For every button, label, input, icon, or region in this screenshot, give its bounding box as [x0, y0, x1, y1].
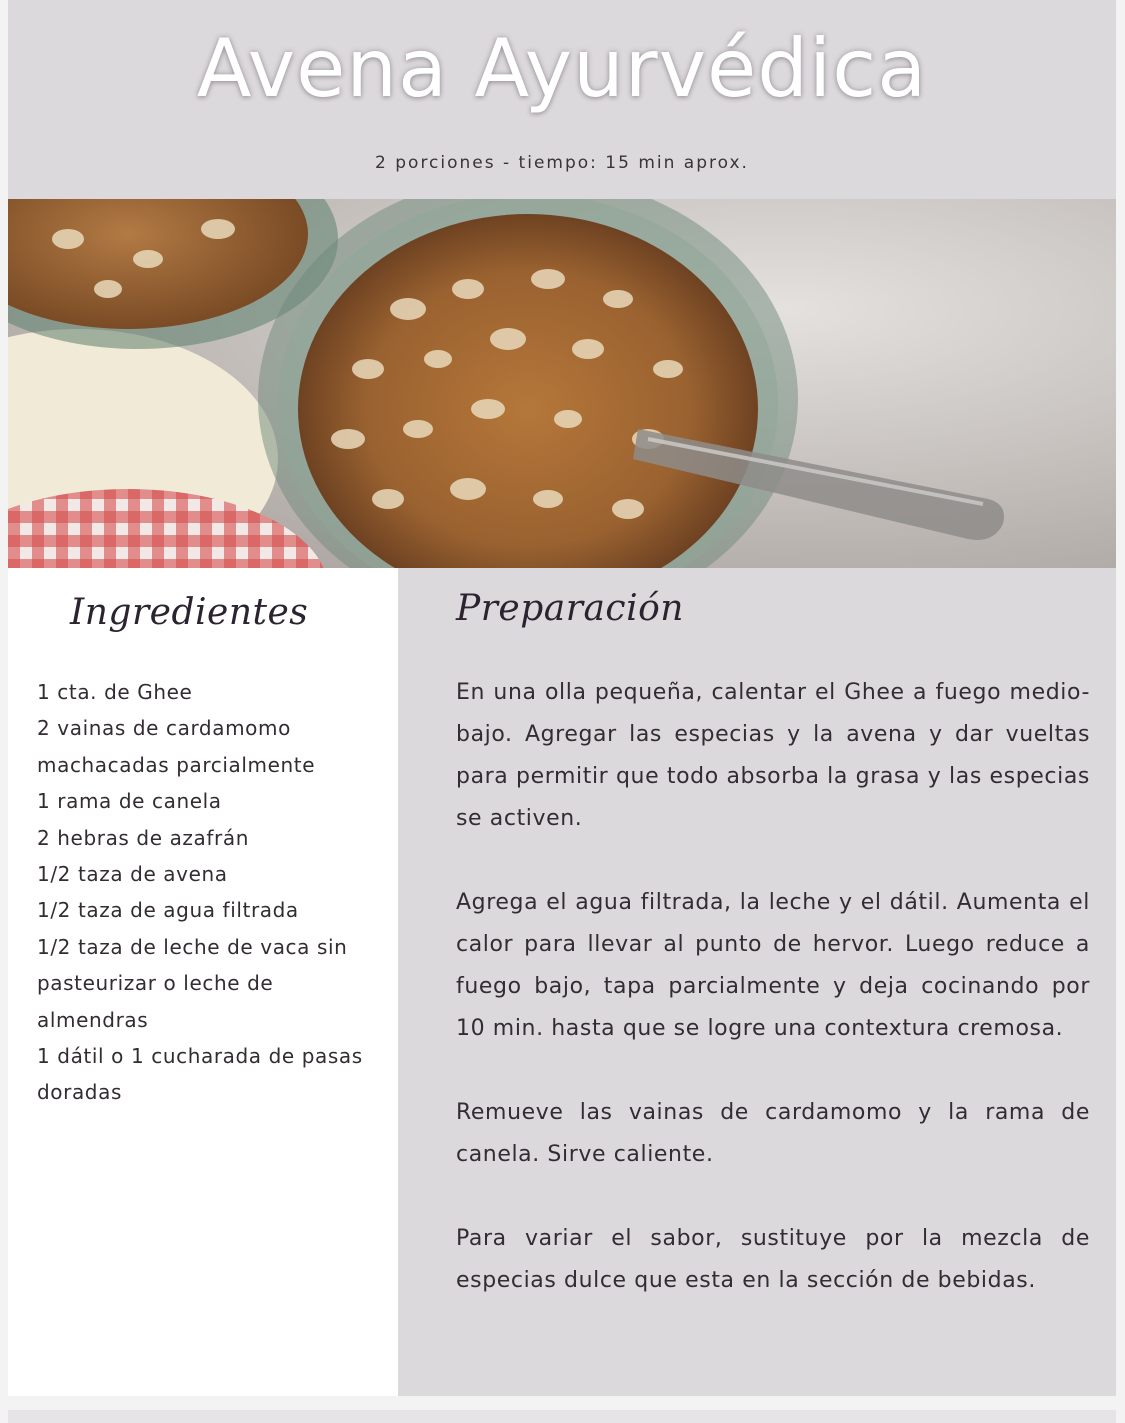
preparation-panel [398, 568, 1116, 1396]
recipe-page [8, 0, 1116, 1396]
ingredients-list [37, 674, 387, 1111]
list-item: 1/2 taza de avena [37, 862, 228, 887]
list-item: 1 cta. de Ghee [37, 680, 193, 704]
preparation-text [456, 672, 1090, 1344]
list-item: doradas [37, 1080, 122, 1105]
list-item: pasteurizar o leche de [37, 971, 274, 996]
list-item: almendras [37, 1007, 149, 1032]
ingredients-panel [8, 568, 398, 1396]
list-item: 2 hebras de azafrán [37, 825, 249, 850]
list-item: 1/2 taza de leche de vaca sin [37, 934, 348, 959]
ingredients-heading: Ingredientes [70, 592, 309, 633]
list-item: 2 vainas de cardamomo [37, 716, 291, 741]
preparation-step: Para variar el sabor, sustituye por la mezcla de especias dulce que esta en la sección de bebidas. [456, 1226, 1090, 1293]
next-page-edge [8, 1410, 1116, 1423]
list-item: machacadas parcialmente [37, 752, 316, 777]
list-item: 1 rama de canela [37, 789, 222, 814]
preparation-step: En una olla pequeña, calentar el Ghee a fuego medio-bajo. Agregar las especias y la avena y dar vueltas para permitir que todo absorba la grasa y las especias se activen. [456, 680, 1090, 831]
preparation-step: Remueve las vainas de cardamomo y la rama de canela. Sirve caliente. [456, 1100, 1090, 1167]
preparation-heading: Preparación [456, 588, 684, 629]
preparation-step: Agrega el agua filtrada, la leche y el dátil. Aumenta el calor para llevar al punto de hervor. Luego reduce a fuego bajo, tapa parcialmente y deja cocinando por 10 min. hasta que se logre una contextura cremosa. [456, 890, 1090, 1041]
list-item: 1 dátil o 1 cucharada de pasas [37, 1044, 363, 1069]
list-item: 1/2 taza de agua filtrada [37, 898, 299, 923]
recipe-header [8, 0, 1116, 199]
recipe-title: Avena Ayurvédica [196, 22, 928, 115]
recipe-subtitle: 2 porciones - tiempo: 15 min aprox. [375, 153, 749, 173]
oatmeal-jar-photo [8, 199, 1116, 568]
